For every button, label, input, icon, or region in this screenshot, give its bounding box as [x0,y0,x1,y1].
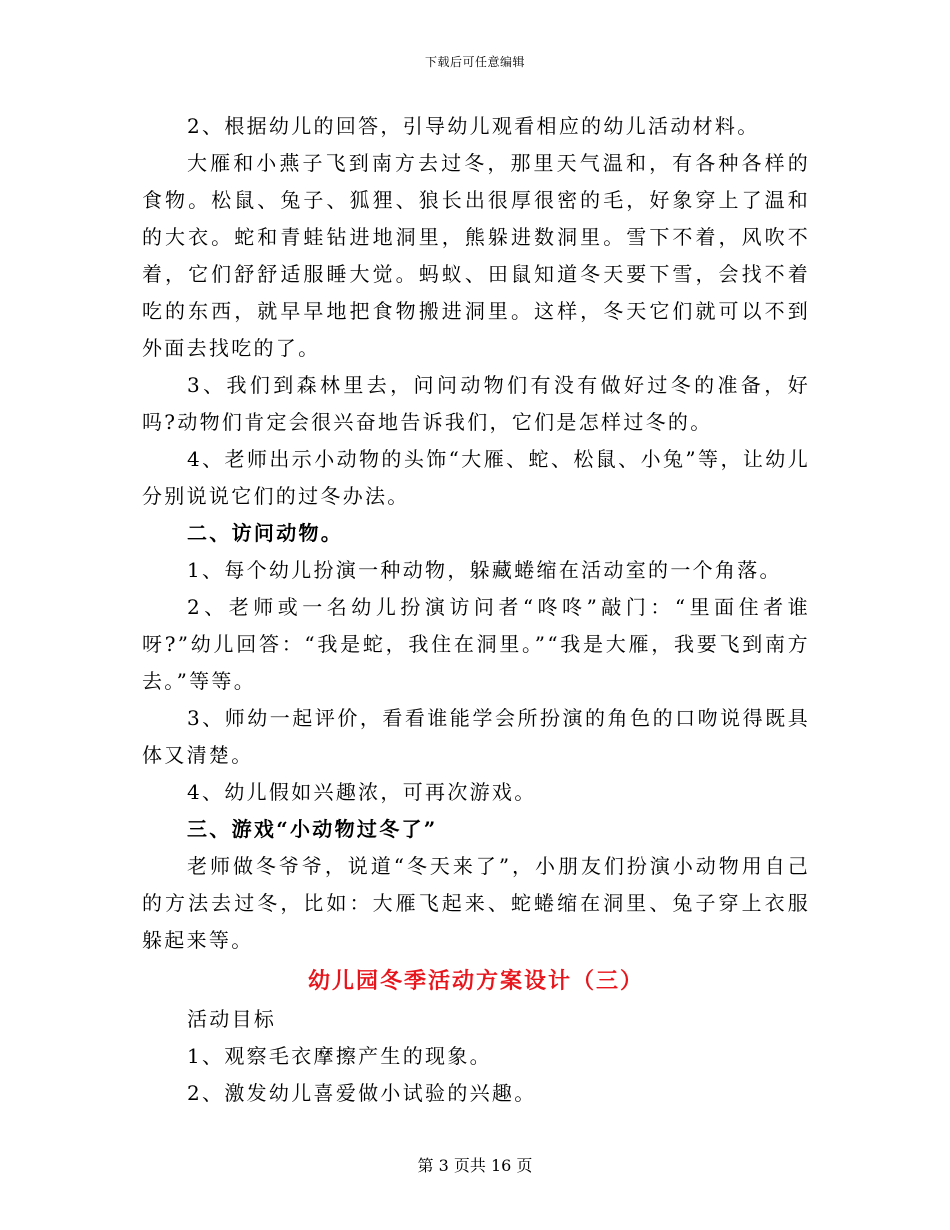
paragraph-goal-1: 1、观察毛衣摩擦产生的现象。 [187,1044,492,1068]
page-footer-page-number: 第 3 页共 16 页 [417,1156,533,1175]
paragraph-visit-2: 2、老师或一名幼儿扮演访问者“咚咚”敲门：“里面住者谁呀?”幼儿回答：“我是蛇，我住在洞里。”“我是大雁，我要飞到南方去。”等等。 [142,595,810,693]
section-heading-visit-animals: 二、访问动物。 [187,521,344,545]
paragraph-step-4: 4、老师出示小动物的头饰“大雁、蛇、松鼠、小兔”等，让幼儿分别说说它们的过冬办法。 [142,447,810,508]
paragraph-visit-1: 1、每个幼儿扮演一种动物，躲藏蜷缩在活动室的一个角落。 [187,558,782,582]
paragraph-animal-material: 大雁和小燕子飞到南方去过冬，那里天气温和，有各种各样的食物。松鼠、兔子、狐狸、狼长出很厚很密的毛，好象穿上了温和的大衣。蛇和青蛙钻进地洞里，熊躲进数洞里。雪下不着，风吹不着，它们舒舒适服睡大觉。蚂蚁、田鼠知道冬天要下雪，会找不着吃的东西，就早早地把食物搬进洞里。这样，冬天它们就可以不到外面去找吃的了。 [142,151,810,360]
paragraph-goal-2: 2、激发幼儿喜爱做小试验的兴趣。 [187,1081,537,1105]
page-header-note: 下载后可任意编辑 [424,55,525,69]
paragraph-game: 老师做冬爷爷，说道“冬天来了”，小朋友们扮演小动物用自己的方法去过冬，比如：大雁飞起来、蛇蜷缩在洞里、兔子穿上衣服躲起来等。 [142,854,810,952]
section-heading-game: 三、游戏“小动物过冬了” [187,817,438,841]
paragraph-activity-goals-label: 活动目标 [187,1007,277,1031]
document-section-title: 幼儿园冬季活动方案设计（三） [307,968,644,994]
paragraph-step-2: 2、根据幼儿的回答，引导幼儿观看相应的幼儿活动材料。 [187,114,760,138]
paragraph-visit-4: 4、幼儿假如兴趣浓，可再次游戏。 [187,780,537,804]
paragraph-step-3: 3、我们到森林里去，问问动物们有没有做好过冬的准备，好吗?动物们肯定会很兴奋地告诉我们，它们是怎样过冬的。 [142,373,810,434]
document-body [142,108,810,1112]
paragraph-visit-3: 3、师幼一起评价，看看谁能学会所扮演的角色的口吻说得既具体又清楚。 [142,706,810,767]
